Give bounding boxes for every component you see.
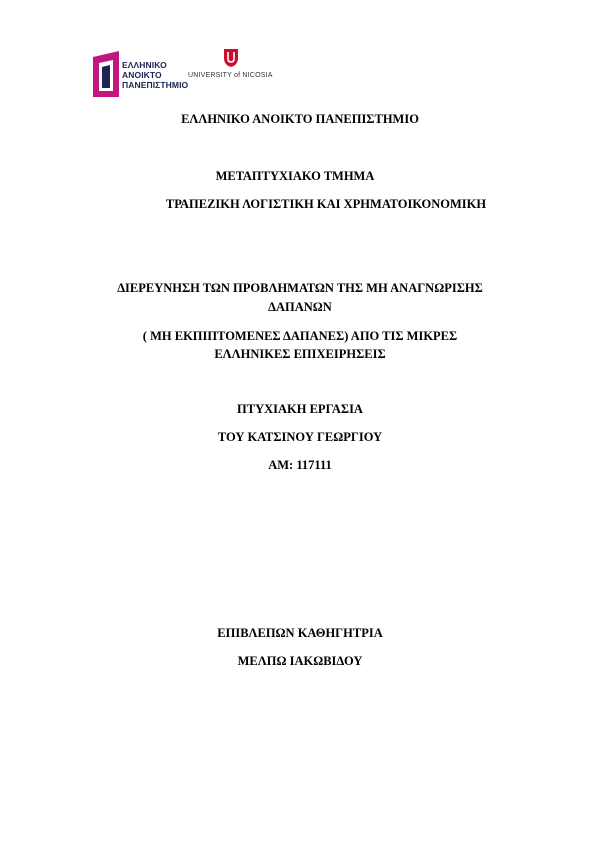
- eap-logo-text: ΕΛΛΗΝΙΚΟ ΑΝΟΙΚΤΟ ΠΑΝΕΠΙΣΤΗΜΙΟ: [122, 60, 189, 90]
- thesis-type: ΠΤΥΧΙΑΚΗ ΕΡΓΑΣΙΑ: [237, 402, 363, 416]
- supervisor-label: ΕΠΙΒΛΕΠΩΝ ΚΑΘΗΓΗΤΡΙΑ: [217, 626, 383, 640]
- thesis-author: ΤΟΥ ΚΑΤΣΙΝΟΥ ΓΕΩΡΓΙΟΥ: [217, 430, 383, 444]
- supervisor-name: ΜΕΛΠΩ ΙΑΚΩΒΙΔΟΥ: [237, 654, 363, 668]
- eap-logo: [93, 51, 193, 101]
- department-name: ΜΕΤΑΠΤΥΧΙΑΚΟ ΤΜΗΜΑ: [215, 169, 375, 183]
- unic-shield-icon: [223, 48, 239, 68]
- unic-logo-text: UNIVERSITY of NICOSIA: [188, 72, 273, 79]
- program-name: ΤΡΑΠΕΖΙΚΗ ΛΟΓΙΣΤΙΚΗ ΚΑΙ ΧΡΗΜΑΤΟΙΚΟΝΟΜΙΚΗ: [165, 197, 487, 211]
- title-line-3: ( ΜΗ ΕΚΠΙΠΤΟΜΕΝΕΣ ΔΑΠΑΝΕΣ) ΑΠΟ ΤΙΣ ΜΙΚΡΕΣ: [142, 329, 458, 343]
- logos-header: [90, 48, 290, 104]
- university-name: ΕΛΛΗΝΙΚΟ ΑΝΟΙΚΤΟ ΠΑΝΕΠΙΣΤΗΜΙΟ: [181, 112, 419, 126]
- thesis-am: ΑΜ: 117111: [268, 458, 332, 472]
- unic-logo: [188, 48, 278, 88]
- title-line-1: ΔΙΕΡΕΥΝΗΣΗ ΤΩΝ ΠΡΟΒΛΗΜΑΤΩΝ ΤΗΣ ΜΗ ΑΝΑΓΝΩΡΙΣΗΣ: [117, 281, 483, 295]
- title-line-4: ΕΛΛΗΝΙΚΕΣ ΕΠΙΧΕΙΡΗΣΕΙΣ: [214, 347, 386, 361]
- title-line-2: ΔΑΠΑΝΩΝ: [268, 300, 332, 314]
